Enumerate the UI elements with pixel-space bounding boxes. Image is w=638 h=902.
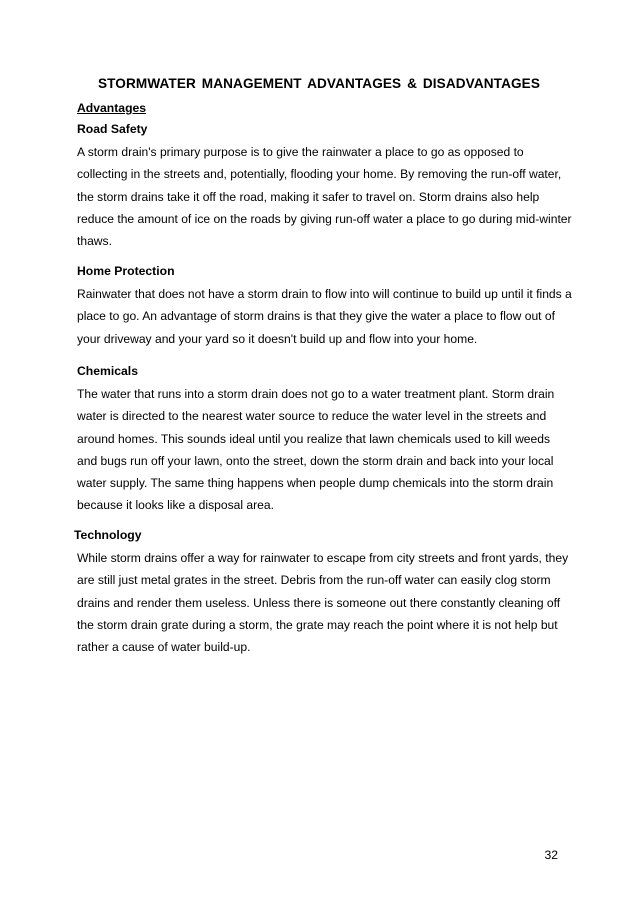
section-road-safety (77, 121, 577, 252)
body-line: While storm drains offer a way for rainwater to escape from city streets and front yards, they (77, 551, 569, 565)
section-heading: Technology (74, 528, 142, 542)
section-heading: Road Safety (77, 122, 148, 136)
body-line: rather a cause of water build-up. (77, 640, 251, 655)
section-chemicals (77, 363, 577, 517)
body-line: collecting in the streets and, potentially, flooding your home. By removing the run-off water, (77, 167, 562, 182)
section-home-protection (77, 263, 577, 350)
body-line: reduce the amount of ice on the roads by giving run-off water a place to go during mid-winter (77, 211, 572, 226)
body-line: and bugs run off your lawn, onto the street, down the storm drain and back into your local (77, 453, 554, 468)
body-line: water is directed to the nearest water source to reduce the water level in the streets and (77, 409, 547, 424)
body-line: the storm drains take it off the road, making it safer to travel on. Storm drains also help (77, 189, 540, 204)
body-line: The water that runs into a storm drain does not go to a water treatment plant. Storm drain (77, 387, 555, 401)
body-line: A storm drain's primary purpose is to give the rainwater a place to go as opposed to (77, 145, 524, 159)
page-title: STORMWATER MANAGEMENT ADVANTAGES & DISADVANTAGES (97, 76, 540, 91)
advantages-heading: Advantages (77, 101, 147, 115)
section-technology (74, 527, 574, 658)
body-line: place to go. An advantage of storm drains is that they give the water a place to flow out of (77, 309, 555, 324)
body-line: because it looks like a disposal area. (77, 498, 274, 513)
section-heading: Home Protection (77, 264, 175, 278)
body-line: water supply. The same thing happens when people dump chemicals into the storm drain (77, 476, 554, 491)
body-line: are still just metal grates in the street. Debris from the run-off water can easily clog storm (77, 573, 551, 588)
section-heading: Chemicals (77, 364, 138, 378)
page-number: 32 (544, 848, 558, 862)
section-body (77, 283, 577, 350)
body-line: your driveway and your yard so it doesn't build up and flow into your home. (77, 331, 478, 346)
section-body (77, 547, 574, 658)
body-line: the storm drain grate during a storm, the grate may reach the point where it is not help but (77, 617, 558, 632)
section-body (77, 141, 577, 252)
section-body (77, 383, 577, 517)
body-line: around homes. This sounds ideal until you realize that lawn chemicals used to kill weeds (77, 431, 551, 446)
body-line: Rainwater that does not have a storm drain to flow into will continue to build up until it finds a (77, 287, 572, 301)
body-line: thaws. (77, 234, 112, 249)
body-line: drains and render them useless. Unless there is someone out there constantly cleaning off (77, 595, 561, 610)
